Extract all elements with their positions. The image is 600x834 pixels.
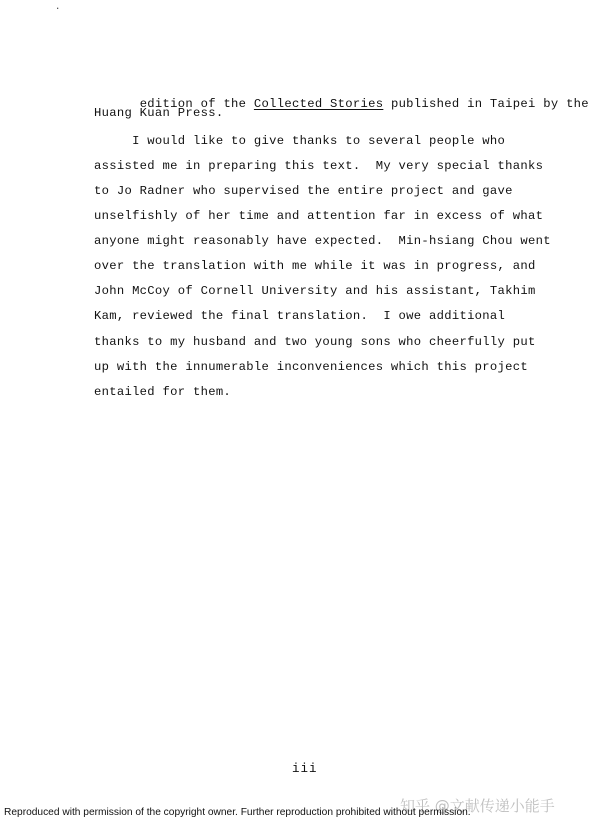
text-line: anyone might reasonably have expected. Min-hsiang Chou went bbox=[94, 234, 551, 248]
copyright-notice: Reproduced with permission of the copyright owner. Further reproduction prohibited without permission. bbox=[4, 807, 471, 818]
text-segment: published in Taipei by the bbox=[383, 97, 589, 111]
text-line: thanks to my husband and two young sons who cheerfully put bbox=[94, 335, 536, 349]
watermark: 知乎 @文献传递小能手 bbox=[400, 797, 555, 815]
text-line: Huang Kuan Press. bbox=[94, 106, 224, 120]
text-line: assisted me in preparing this text. My very special thanks bbox=[94, 159, 544, 173]
text-line: entailed for them. bbox=[94, 385, 232, 399]
text-segment: edition of the bbox=[139, 97, 254, 111]
text-line: up with the innumerable inconveniences which this project bbox=[94, 360, 528, 374]
book-title: Collected Stories bbox=[253, 97, 384, 111]
text-line: to Jo Radner who supervised the entire project and gave bbox=[94, 184, 513, 198]
page-number: iii bbox=[292, 762, 318, 776]
text-line: Kam, reviewed the final translation. I owe additional bbox=[94, 309, 506, 323]
paragraph-first-line: I would like to give thanks to several people who bbox=[94, 134, 506, 148]
text-line: over the translation with me while it was in progress, and bbox=[94, 259, 536, 273]
text-line: unselfishly of her time and attention far in excess of what bbox=[94, 209, 544, 223]
copyright-footer bbox=[0, 806, 600, 822]
text-line: John McCoy of Cornell University and his assistant, Takhim bbox=[94, 284, 536, 298]
corner-speck: · bbox=[55, 4, 61, 14]
